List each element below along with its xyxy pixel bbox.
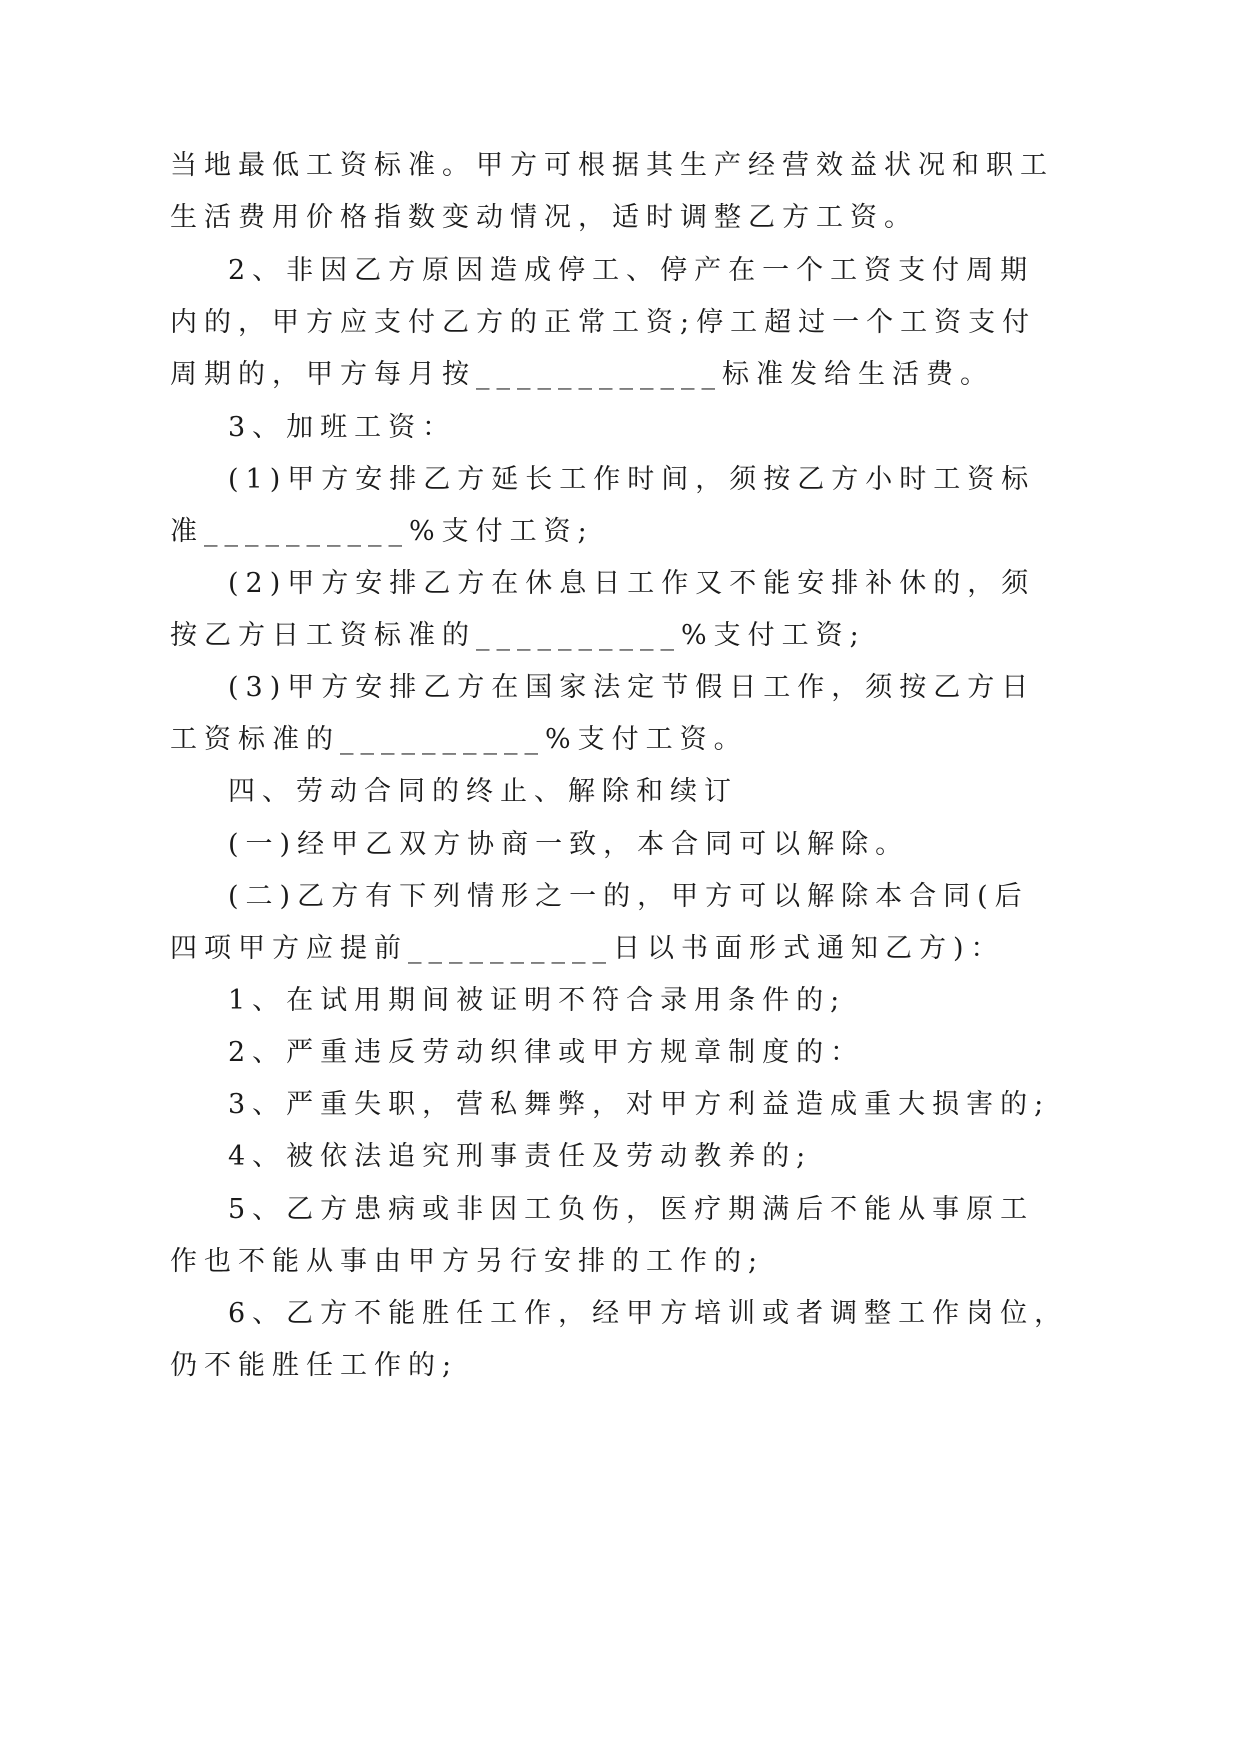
text-line: 仍不能胜任工作的;	[170, 1350, 459, 1381]
text-line: 工资标准的__________%支付工资。	[170, 724, 748, 755]
text-line: 生活费用价格指数变动情况，适时调整乙方工资。	[170, 202, 918, 233]
text-line: 准__________%支付工资;	[170, 516, 594, 547]
list-item: 6、乙方不能胜任工作，经甲方培训或者调整工作岗位，	[228, 1298, 1069, 1329]
section-heading: 四、劳动合同的终止、解除和续订	[228, 776, 738, 807]
text-line: 当地最低工资标准。甲方可根据其生产经营效益状况和职工	[170, 150, 1054, 181]
text-line: 作也不能从事由甲方另行安排的工作的;	[170, 1246, 765, 1277]
text-line: 按乙方日工资标准的__________%支付工资;	[170, 620, 866, 651]
text-line: (3)甲方安排乙方在国家法定节假日工作，须按乙方日	[228, 672, 1036, 703]
list-item: 1、在试用期间被证明不符合录用条件的;	[228, 985, 847, 1016]
text-line: (2)甲方安排乙方在休息日工作又不能安排补休的，须	[228, 568, 1036, 599]
text-line: 2、非因乙方原因造成停工、停产在一个工资支付周期	[228, 255, 1035, 286]
text-line: 3、加班工资：	[228, 412, 457, 443]
text-line: 四项甲方应提前__________日以书面形式通知乙方)：	[170, 933, 1005, 964]
text-line: (1)甲方安排乙方延长工作时间，须按乙方小时工资标	[228, 464, 1036, 495]
text-line: (二)乙方有下列情形之一的，甲方可以解除本合同(后	[228, 881, 1029, 912]
text-line: 内的，甲方应支付乙方的正常工资;停工超过一个工资支付	[170, 307, 1037, 338]
list-item: 3、严重失职，营私舞弊，对甲方利益造成重大损害的;	[228, 1089, 1051, 1120]
text-line: 周期的，甲方每月按____________标准发给生活费。	[170, 359, 994, 390]
list-item: 5、乙方患病或非因工负伤，医疗期满后不能从事原工	[228, 1194, 1035, 1225]
list-item: 4、被依法追究刑事责任及劳动教养的;	[228, 1141, 813, 1172]
text-line: (一)经甲乙双方协商一致，本合同可以解除。	[228, 829, 910, 860]
list-item: 2、严重违反劳动织律或甲方规章制度的：	[228, 1037, 865, 1068]
